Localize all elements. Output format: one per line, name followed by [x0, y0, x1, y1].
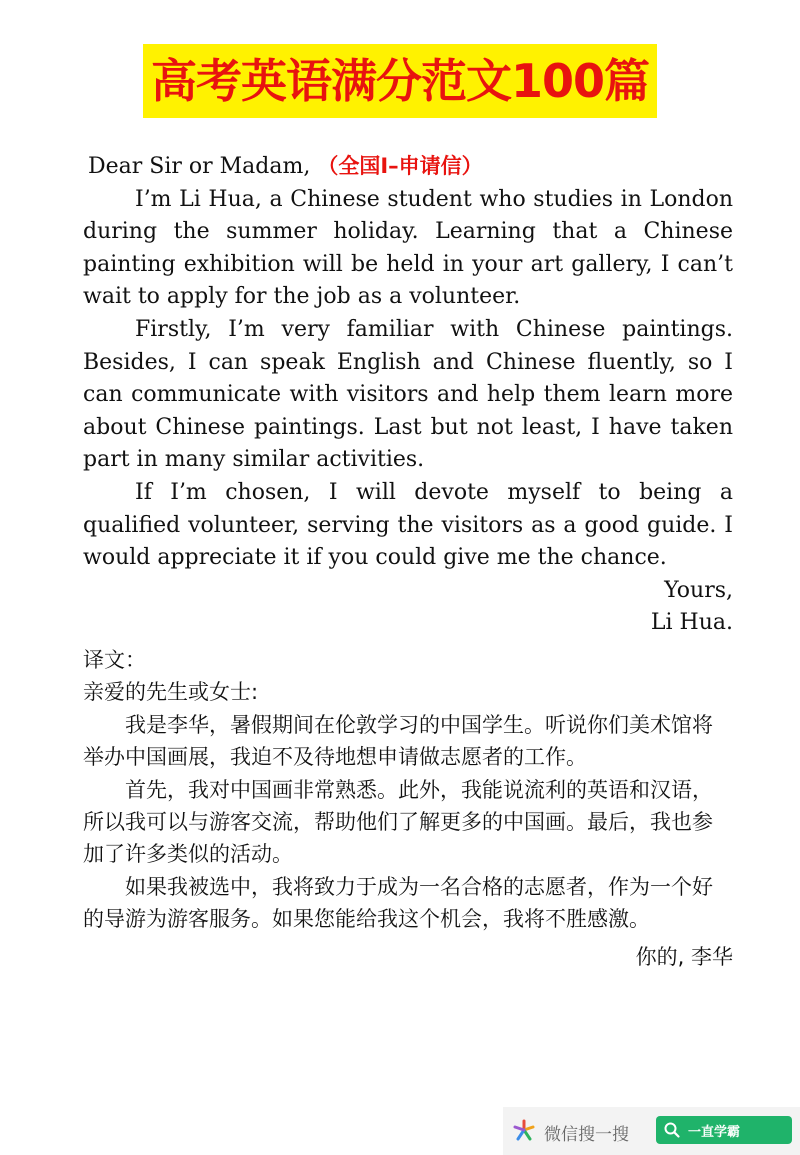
translation-signature: 你的, 李华	[635, 944, 733, 969]
search-icon	[663, 1121, 681, 1139]
weixin-search-label: 微信搜一搜	[544, 1125, 629, 1145]
letter-signature: Li Hua.	[650, 610, 733, 636]
search-account-button[interactable]	[656, 1116, 792, 1144]
translation-paragraph: 首先，我对中国画非常熟悉。此外，我能说流利的英语和汉语，所以我可以与游客交流，帮助他们了解更多的中国画。最后，我也参加了许多类似的活动。	[83, 777, 713, 867]
letter-paragraph: Firstly, I’m very familiar with Chinese paintings. Besides, I can speak English and Chinese fluently, so I can communicate with visitors and help them learn more about Chinese paintings. Last but not least, I have taken part in many similar activities.	[83, 316, 733, 473]
letter-greeting: Dear Sir or Madam,	[88, 154, 311, 179]
chinese-translation	[83, 644, 733, 973]
translation-greeting: 亲爱的先生或女士:	[83, 680, 259, 705]
translation-paragraph: 我是李华，暑假期间在伦敦学习的中国学生。听说你们美术馆将举办中国画展，我迫不及待地想申请做志愿者的工作。	[83, 712, 713, 770]
page-title: 高考英语满分范文100篇	[143, 44, 657, 118]
letter-greeting-line	[83, 150, 733, 184]
translation-heading: 译文：	[83, 648, 146, 672]
title-banner	[0, 44, 800, 118]
english-letter	[83, 150, 733, 640]
letter-paragraph: If I’m chosen, I will devote myself to being a qualified volunteer, serving the visitors as a good guide. I would appreciate it if you could give me the chance.	[83, 479, 733, 571]
weixin-search-watermark	[503, 1107, 800, 1155]
letter-closing: Yours,	[664, 577, 733, 603]
letter-type-tag: （全国I–申请信）	[317, 154, 483, 178]
letter-paragraph: I’m Li Hua, a Chinese student who studies in London during the summer holiday. Learning that a Chinese painting exhibition will be held in your art gallery, I can’t wait to apply for the job as a volunteer.	[83, 186, 733, 310]
translation-paragraph: 如果我被选中，我将致力于成为一名合格的志愿者，作为一个好的导游为游客服务。如果您能给我这个机会，我将不胜感激。	[83, 874, 713, 932]
weixin-search-icon	[511, 1119, 537, 1143]
search-account-name: 一直学霸	[688, 1125, 741, 1140]
